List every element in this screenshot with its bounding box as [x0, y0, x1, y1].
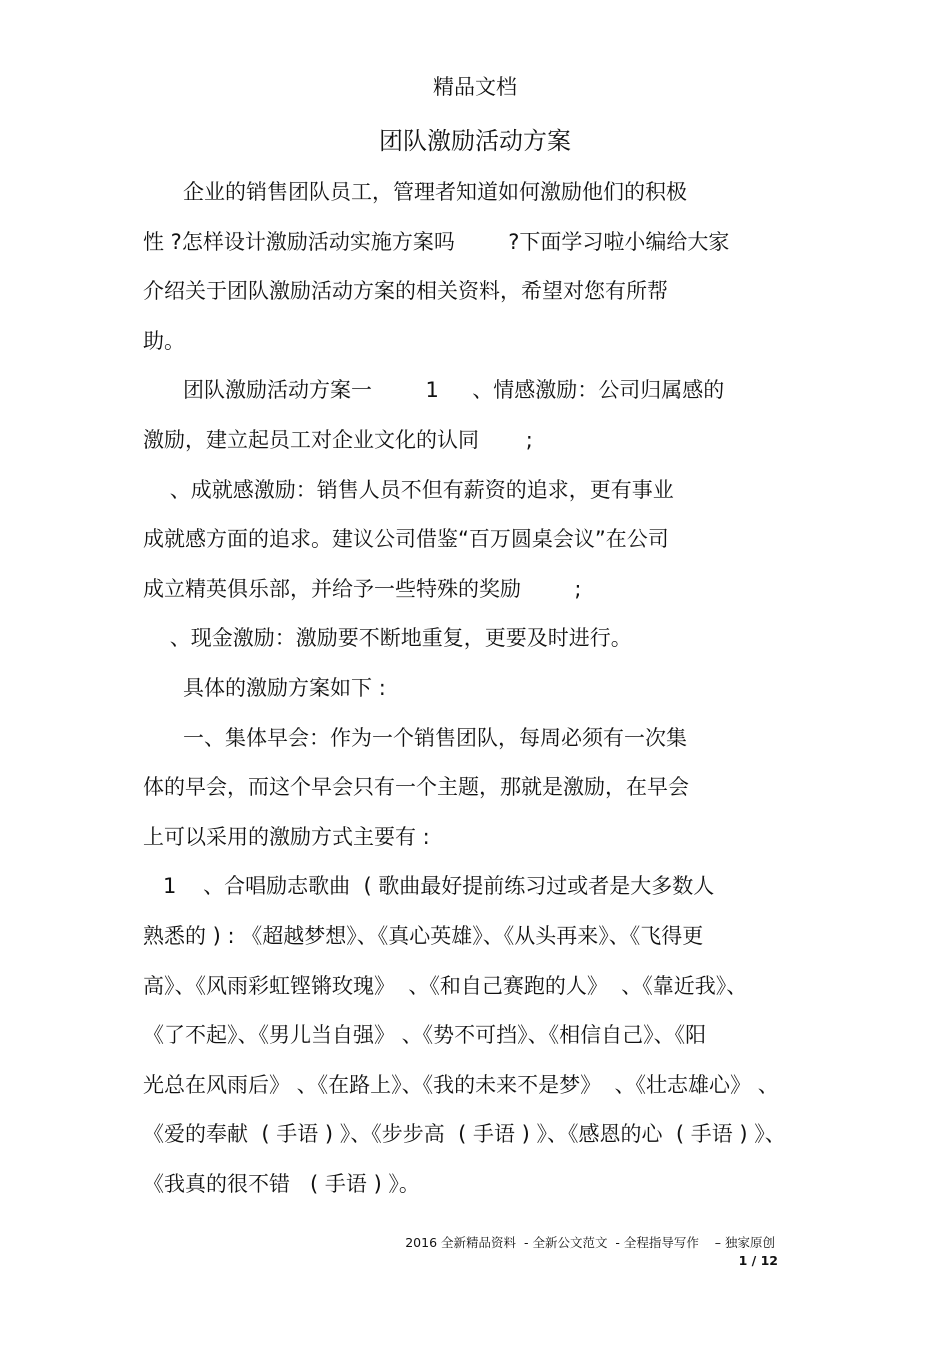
body-line: 熟悉的 ) : 《超越梦想》、《真心英雄》、《从头再来》、《飞得更: [143, 923, 704, 948]
body-line: 成立精英俱乐部，并给予一些特殊的奖励 ;: [143, 576, 582, 601]
body-line: 性 ?怎样设计激励活动实施方案吗 ?下面学习啦小编给大家: [143, 229, 730, 254]
body-line: 成就感方面的追求。建议公司借鉴“百万圆桌会议”在公司: [143, 527, 669, 552]
body-line: 企业的销售团队员工，管理者知道如何激励他们的积极: [143, 180, 688, 204]
body-line: 激励，建立起员工对企业文化的认同 ;: [143, 427, 533, 452]
body-line: 体的早会，而这个早会只有一个主题，那就是激励，在早会: [143, 775, 689, 800]
body-line: 上可以采用的激励方式主要有 :: [143, 824, 430, 849]
body-line: 、现金激励：激励要不断地重复，更要及时进行。: [143, 626, 632, 651]
body-line: 具体的激励方案如下 :: [143, 675, 386, 700]
body-line: 高》、《风雨彩虹铿锵玫瑰》 、《和自己赛跑的人》 、《靠近我》、: [143, 973, 748, 998]
document-title: 团队激励活动方案: [379, 127, 571, 155]
body-line: 介绍关于团队激励活动方案的相关资料，希望对您有所帮: [143, 279, 668, 304]
body-line: 《我真的很不错 ( 手语 ) 》。: [143, 1171, 420, 1196]
body-line: 团队激励活动方案一 1 、情感激励：公司归属感的: [143, 378, 725, 403]
page-header: 精品文档: [433, 75, 517, 99]
page-number: 1 / 12: [738, 1253, 778, 1268]
body-line: 光总在风雨后》 、《在路上》、《我的未来不是梦》 、《壮志雄心》 、: [143, 1072, 779, 1097]
page-footer: 2016 全新精品资料 - 全新公文范文 - 全程指导写作 – 独家原创: [405, 1235, 775, 1250]
body-line: 助。: [143, 328, 185, 353]
document-body: [143, 175, 823, 1216]
body-line: 一、集体早会：作为一个销售团队，每周必须有一次集: [143, 725, 688, 750]
body-line: 、成就感激励：销售人员不但有薪资的追求，更有事业: [143, 477, 674, 502]
body-line: 1 、合唱励志歌曲 ( 歌曲最好提前练习过或者是大多数人: [143, 874, 715, 899]
body-line: 《了不起》、《男儿当自强》 、《势不可挡》、《相信自己》、《阳: [143, 1023, 707, 1048]
body-line: 《爱的奉献 ( 手语 ) 》、《步步高 ( 手语 ) 》、《感恩的心 ( 手语 ) 》、: [143, 1122, 786, 1147]
